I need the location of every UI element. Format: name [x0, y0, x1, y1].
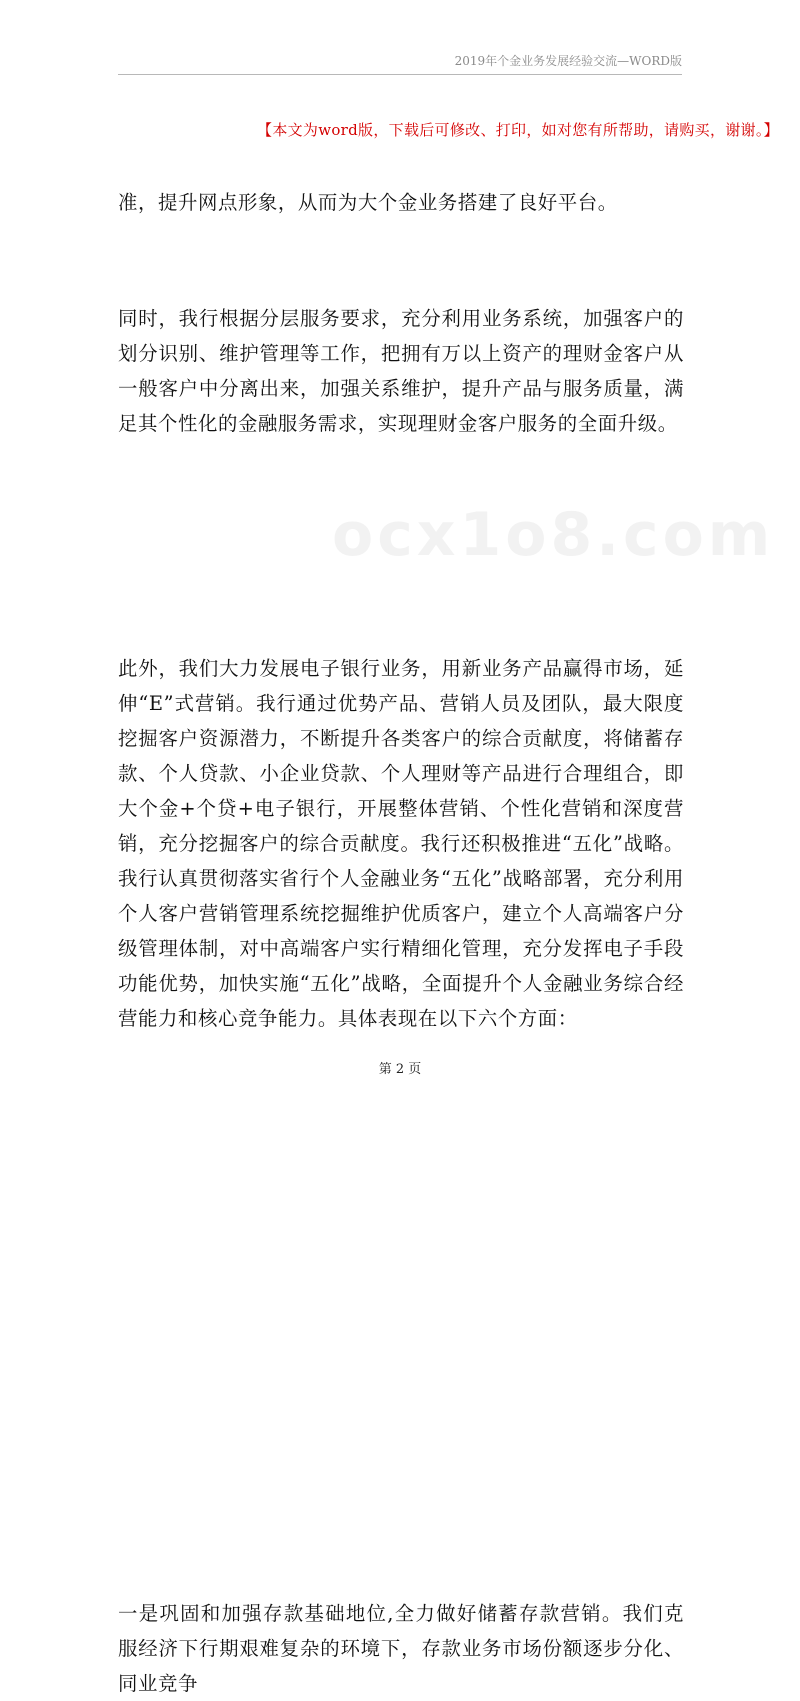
- paragraph-text: 此外，我们大力发展电子银行业务，用新业务产品赢得市场，延伸“E”式营销。我行通过优势产品、营销人员及团队，最大限度挖掘客户资源潜力，不断提升各类客户的综合贡献度，将储蓄存款、个人贷款、小企业贷款、个人理财等产品进行合理组合，即大个金+个贷+电子银行，开展整体营销、个性化营销和深度营销，充分挖掘客户的综合贡献度。我行还积极推进“五化”战略。我行认真贯彻落实省行个人金融业务“五化”战略部署，充分利用个人客户营销管理系统挖掘维护优质客户，建立个人高端客户分级管理体制，对中高端客户实行精细化管理，充分发挥电子手段功能优势，加快实施“五化”战略，全面提升个人金融业务综合经营能力和核心竞争能力。具体表现在以下六个方面：: [118, 657, 684, 1030]
- header-title: 2019年个金业务发展经验交流—WORD版: [454, 54, 682, 68]
- paragraph-tiered-service: [118, 301, 684, 441]
- purchase-notice: 【本文为word版，下载后可修改、打印，如对您有所帮助，请购买，谢谢。】: [257, 121, 779, 139]
- paragraph-text: 同时，我行根据分层服务要求，充分利用业务系统，加强客户的划分识别、维护管理等工作，把拥有万以上资产的理财金客户从一般客户中分离出来，加强关系维护，提升产品与服务质量，满足其个性化的金融服务需求，实现理财金客户服务的全面升级。: [118, 307, 684, 435]
- watermark: ocx1o8.com: [332, 500, 775, 570]
- paragraph-text: 准，提升网点形象，从而为大个金业务搭建了良好平台。: [118, 191, 618, 214]
- page-header: [118, 52, 682, 75]
- paragraph-text: 一是巩固和加强存款基础地位,全力做好储蓄存款营销。我们克服经济下行期艰难复杂的环境下，存款业务市场份额逐步分化、同业竞争: [118, 1602, 684, 1695]
- page-number: 第 2 页: [378, 1062, 422, 1077]
- paragraph-e-banking: [118, 651, 684, 1036]
- paragraph-deposit-base: [118, 1596, 684, 1701]
- paragraph-continuation: [118, 185, 684, 220]
